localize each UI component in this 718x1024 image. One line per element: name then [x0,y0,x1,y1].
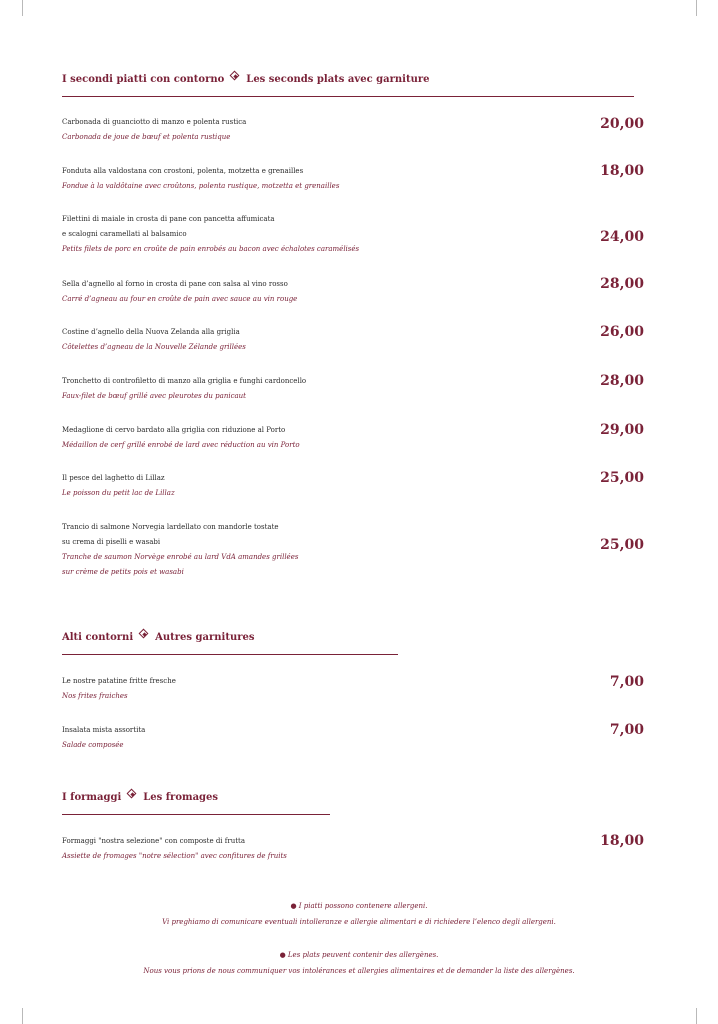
item-name-it: Tronchetto di controfiletto di manzo alla griglia e funghi cardoncello [62,377,307,385]
item-name-fr: Faux-filet de bœuf grillé avec pleurotes du panicaut [62,392,246,400]
item-name-it: Insalata mista assortita [62,726,146,734]
section-secondi [62,69,644,97]
note-line: Vi preghiamo di comunicare eventuali intolleranze e allergie alimentari e di richiedere l’elenco degli allergeni. [162,918,556,926]
item-price: 26,00 [600,324,644,340]
menu-item [62,674,644,704]
item-price: 28,00 [600,373,644,389]
diamond-separator-icon [127,789,137,799]
crop-mark [696,0,697,16]
section-heading [62,627,644,649]
item-name-fr: Carré d’agneau au four en croûte de pain avec sauce au vin rouge [62,295,298,303]
menu-item [62,834,644,864]
heading-underline [62,654,398,655]
item-name-fr: Salade composée [62,741,124,749]
item-name-fr: Le poisson du petit lac de Lillaz [62,489,175,497]
item-name-fr: Petits filets de porc en croûte de pain enrobés au bacon avec échalotes caramélisés [62,245,360,253]
item-name-fr: Médaillon de cerf grillé enrobé de lard avec réduction au vin Porto [62,441,300,449]
item-name-it: Costine d’agnello della Nuova Zelanda alla griglia [62,328,240,336]
heading-italian: I secondi piatti con contorno [62,74,225,85]
diamond-separator-icon [230,71,240,81]
menu-item [62,423,644,453]
item-name-it: Medaglione di cervo bardato alla griglia con riduzione al Porto [62,426,286,434]
item-name-fr: Fondue à la valdôtaine avec croûtons, polenta rustique, motzetta et grenailles [62,182,340,190]
item-name-it: Il pesce del laghetto di Lillaz [62,474,165,482]
allergen-note-french [0,947,718,979]
heading-french: Les fromages [143,792,219,803]
menu-item [62,723,644,753]
note-line: ● I piatti possono contenere allergeni. [290,902,428,910]
item-name-fr-line2: sur crème de petits pois et wasabi [62,568,184,576]
item-name-it-line2: e scalogni caramellati al balsamico [62,230,187,238]
allergen-note-italian [0,898,718,930]
menu-item [62,520,644,580]
item-price: 25,00 [600,537,644,553]
diamond-separator-icon [139,629,149,639]
item-name-fr: Carbonada de joue de bœuf et polenta rustique [62,133,231,141]
heading-french: Les seconds plats avec garniture [246,74,430,85]
menu-item [62,164,644,194]
menu-item [62,212,644,257]
crop-mark [696,1008,697,1024]
crop-mark [22,0,23,16]
item-price: 28,00 [600,276,644,292]
item-price: 25,00 [600,470,644,486]
item-name-fr: Nos frites fraiches [62,692,128,700]
item-name-it: Filettini di maiale in crosta di pane con pancetta affumicata [62,215,275,223]
item-name-fr: Tranche de saumon Norvège enrobé au lard VdA amandes grillées [62,553,299,561]
heading-italian: I formaggi [62,792,122,803]
menu-item [62,471,644,501]
item-name-it: Carbonada di guanciotto di manzo e polenta rustica [62,118,247,126]
item-name-it-line2: su crema di piselli e wasabi [62,538,161,546]
heading-french: Autres garnitures [155,632,255,643]
heading-italian: Alti contorni [62,632,134,643]
heading-underline [62,96,634,97]
menu-item [62,277,644,307]
item-name-it: Le nostre patatine fritte fresche [62,677,176,685]
menu-item [62,325,644,355]
heading-underline [62,814,330,815]
note-line: Nous vous prions de nous communiquer vos intolérances et allergies alimentaires et de demander la liste des allergènes. [143,967,575,975]
item-price: 24,00 [600,229,644,245]
section-heading [62,69,644,91]
menu-item [62,374,644,404]
section-formaggi [62,787,644,815]
item-price: 18,00 [600,833,644,849]
item-name-it: Trancio di salmone Norvegia lardellato con mandorle tostate [62,523,279,531]
item-price: 20,00 [600,116,644,132]
item-price: 29,00 [600,422,644,438]
section-heading [62,787,644,809]
item-name-it: Formaggi "nostra selezione" con composte di frutta [62,837,246,845]
item-name-fr: Assiette de fromages "notre sélection" avec confitures de fruits [62,852,287,860]
section-contorni [62,627,644,655]
item-price: 7,00 [609,722,644,738]
item-price: 7,00 [609,674,644,690]
menu-item [62,115,644,145]
note-line: ● Les plats peuvent contenir des allergènes. [279,951,439,959]
crop-mark [22,1008,23,1024]
item-name-fr: Côtelettes d’agneau de la Nouvelle Zélande grillées [62,343,246,351]
item-name-it: Sella d’agnello al forno in crosta di pane con salsa al vino rosso [62,280,288,288]
item-name-it: Fonduta alla valdostana con crostoni, polenta, motzetta e grenailles [62,167,304,175]
item-price: 18,00 [600,163,644,179]
